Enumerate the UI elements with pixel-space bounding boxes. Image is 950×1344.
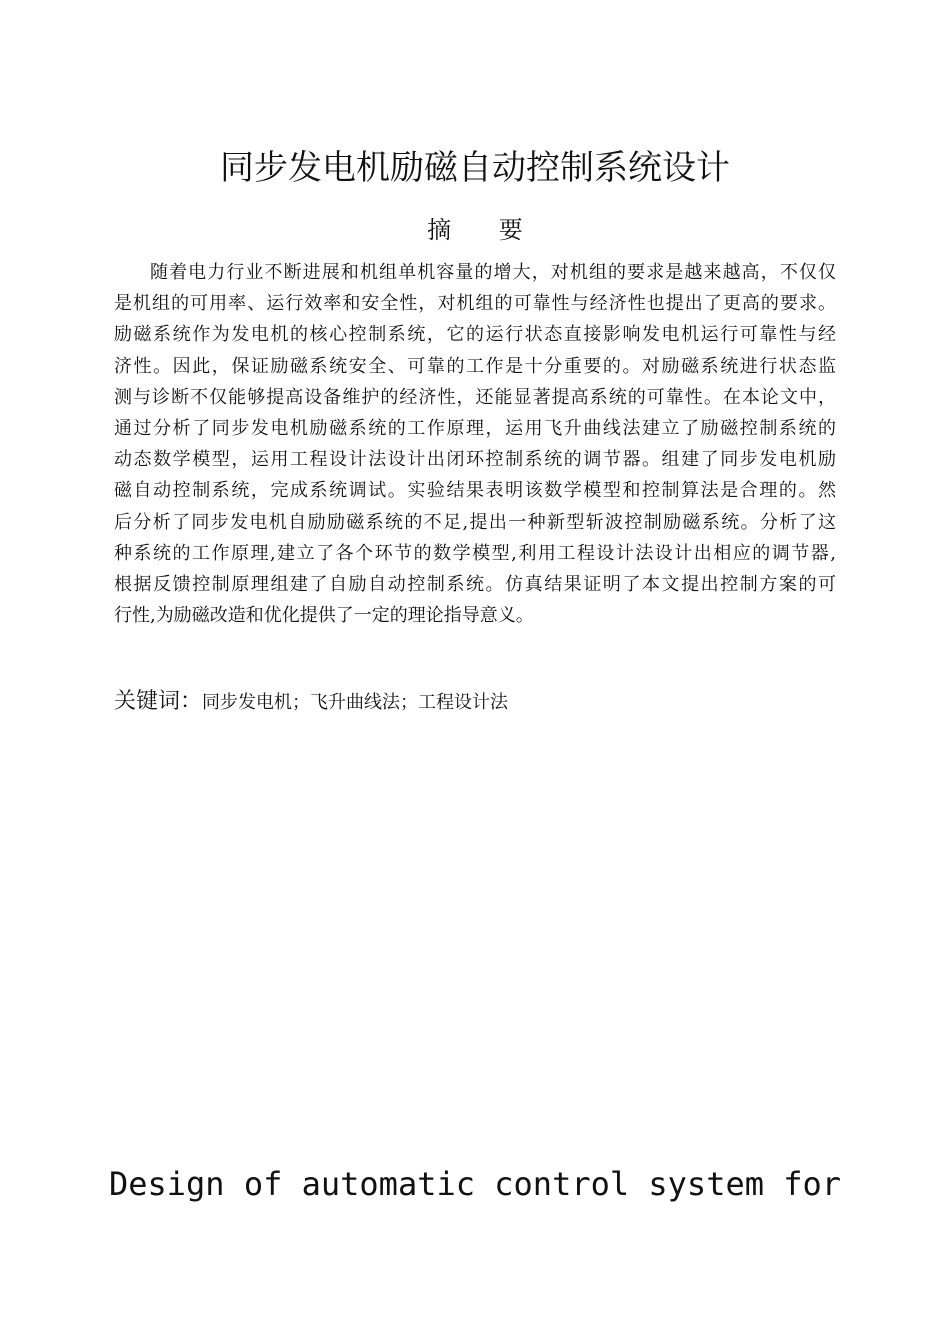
abstract-body xyxy=(114,257,836,631)
abstract-line: 根据反馈控制原理组建了自励自动控制系统。仿真结果证明了本文提出控制方案的可 xyxy=(114,573,836,595)
keywords xyxy=(114,684,836,721)
abstract-line: 是机组的可用率、运行效率和安全性，对机组的可靠性与经济性也提出了更高的要求。 xyxy=(114,293,836,315)
abstract-line: 动态数学模型，运用工程设计法设计出闭环控制系统的调节器。组建了同步发电机励 xyxy=(114,449,836,471)
keywords-value: 同步发电机；飞升曲线法；工程设计法 xyxy=(202,692,509,713)
abstract-line: 磁自动控制系统，完成系统调试。实验结果表明该数学模型和控制算法是合理的。然 xyxy=(114,480,836,502)
abstract-line: 行性,为励磁改造和优化提供了一定的理论指导意义。 xyxy=(114,605,534,627)
abstract-line: 通过分析了同步发电机励磁系统的工作原理，运用飞升曲线法建立了励磁控制系统的 xyxy=(114,417,836,439)
abstract-heading: 摘 要 xyxy=(427,216,543,244)
abstract-line: 种系统的工作原理,建立了各个环节的数学模型,利用工程设计法设计出相应的调节器, xyxy=(114,542,836,564)
abstract-line: 励磁系统作为发电机的核心控制系统，它的运行状态直接影响发电机运行可靠性与经 xyxy=(114,324,836,346)
abstract-line: 随着电力行业不断进展和机组单机容量的增大，对机组的要求是越来越高，不仅仅 xyxy=(150,262,836,283)
english-title: Design of automatic control system for xyxy=(108,1165,842,1203)
chinese-title: 同步发电机励磁自动控制系统设计 xyxy=(220,148,730,188)
abstract-line: 济性。因此，保证励磁系统安全、可靠的工作是十分重要的。对励磁系统进行状态监 xyxy=(114,355,836,377)
keywords-label: 关键词： xyxy=(114,689,203,714)
abstract-line: 后分析了同步发电机自励励磁系统的不足,提出一种新型斩波控制励磁系统。分析了这 xyxy=(114,511,836,533)
abstract-line: 测与诊断不仅能够提高设备维护的经济性，还能显著提高系统的可靠性。在本论文中， xyxy=(114,386,836,408)
